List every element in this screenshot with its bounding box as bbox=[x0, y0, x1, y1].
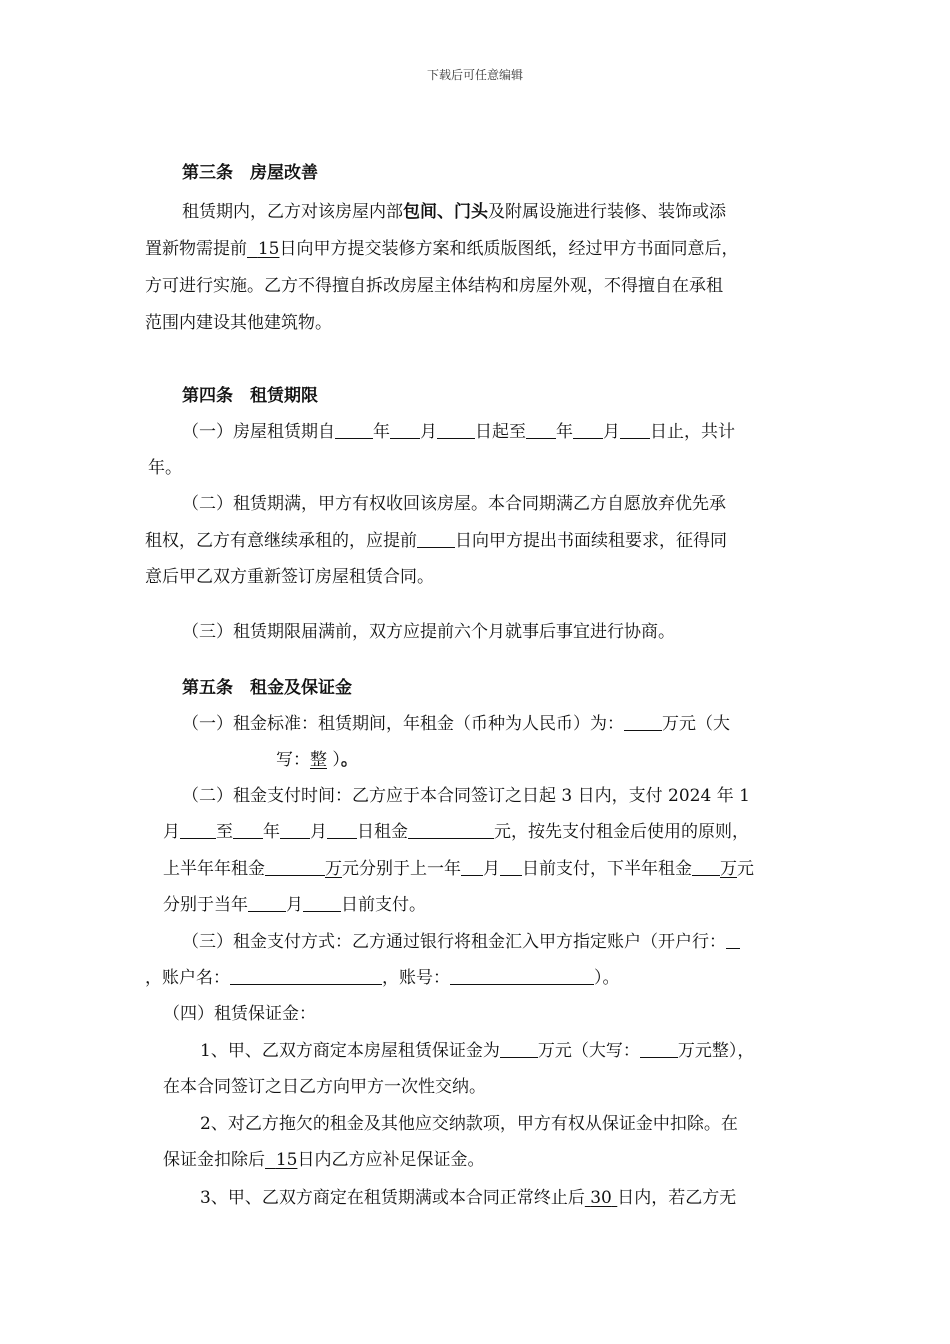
amount-in-words: 整 bbox=[310, 750, 327, 770]
text: ，账户名： bbox=[145, 968, 230, 988]
notice-days-value: 15 bbox=[257, 239, 280, 259]
article-4-p2-line-1: （二）租赁期满，甲方有权收回该房屋。本合同期满乙方自愿放弃优先承 bbox=[182, 494, 726, 514]
text: ）。 bbox=[594, 968, 620, 988]
text: 万元（大 bbox=[662, 714, 730, 734]
text: 。 bbox=[340, 750, 358, 770]
blank bbox=[726, 930, 740, 949]
text: 日租金 bbox=[357, 822, 408, 842]
text: 至 bbox=[216, 822, 233, 842]
blank bbox=[461, 857, 483, 876]
article-5-p2-line-4 bbox=[163, 893, 426, 917]
text: 年 bbox=[556, 422, 573, 442]
article-5-p1-line-2 bbox=[276, 748, 358, 772]
article-3-line-1 bbox=[182, 200, 726, 224]
text: 月 bbox=[286, 895, 303, 915]
text: （一）租金标准：租赁期间，年租金（币种为人民币）为： bbox=[182, 714, 624, 734]
blank bbox=[180, 820, 216, 839]
blank bbox=[230, 966, 382, 985]
article-3-line-4: 范围内建设其他建筑物。 bbox=[145, 313, 332, 333]
blank bbox=[620, 420, 650, 439]
text: 月 bbox=[603, 422, 620, 442]
article-5-p2-line-3 bbox=[163, 857, 754, 881]
article-5-p3-line-1 bbox=[182, 930, 740, 954]
text: 置新物需提前 bbox=[145, 239, 247, 259]
text: ，账号： bbox=[382, 968, 450, 988]
text: 万 bbox=[325, 859, 342, 879]
text: 万 bbox=[720, 859, 737, 879]
blank bbox=[450, 966, 594, 985]
text: 1、甲、乙双方商定本房屋租赁保证金为 bbox=[200, 1041, 500, 1061]
article-4-p3: （三）租赁期限届满前，双方应提前六个月就事后事宜进行协商。 bbox=[182, 622, 675, 642]
text: 日向甲方提交装修方案和纸质版图纸，经过甲方书面同意后， bbox=[279, 239, 739, 259]
blank bbox=[640, 1039, 678, 1058]
text: 保证金扣除后 bbox=[163, 1150, 265, 1170]
article-5-item-1-line-2: 在本合同签订之日乙方向甲方一次性交纳。 bbox=[163, 1077, 486, 1097]
text: 元 bbox=[737, 859, 754, 879]
article-5-p3-line-2 bbox=[145, 966, 620, 990]
blank bbox=[692, 857, 720, 876]
article-3-line-3: 方可进行实施。乙方不得擅自拆改房屋主体结构和房屋外观，不得擅自在承租 bbox=[145, 276, 723, 296]
blank bbox=[573, 420, 603, 439]
blank bbox=[624, 712, 662, 731]
blank bbox=[280, 820, 310, 839]
article-5-title: 第五条 租金及保证金 bbox=[182, 678, 352, 698]
text: 日止，共计 bbox=[650, 422, 735, 442]
text: 月 bbox=[483, 859, 500, 879]
refund-days-value: 30 bbox=[590, 1188, 612, 1208]
text: ） bbox=[332, 750, 341, 770]
article-4-p1-line-2: 年。 bbox=[148, 458, 182, 478]
blank bbox=[500, 857, 522, 876]
blank bbox=[437, 420, 475, 439]
text: 及附属设施进行装修、装饰或添 bbox=[488, 202, 726, 222]
text: 日前支付，下半年租金 bbox=[522, 859, 692, 879]
article-5-item-2-line-2 bbox=[163, 1148, 484, 1172]
blank bbox=[303, 893, 341, 912]
article-3-title: 第三条 房屋改善 bbox=[182, 163, 318, 183]
refund-days bbox=[585, 1188, 617, 1208]
page-header: 下载后可任意编辑 bbox=[426, 68, 523, 82]
text: 租赁期内，乙方对该房屋内部 bbox=[182, 202, 403, 222]
text: 年 bbox=[373, 422, 390, 442]
deposit-days bbox=[265, 1150, 297, 1170]
text: 日向甲方提出书面续租要求，征得同 bbox=[455, 531, 727, 551]
article-4-p1-line-1 bbox=[182, 420, 735, 444]
blank bbox=[248, 893, 286, 912]
text: 元，按先支付租金后使用的原则， bbox=[494, 822, 749, 842]
text: 月 bbox=[163, 822, 180, 842]
blank bbox=[408, 820, 494, 839]
text: 万元（大写： bbox=[537, 1041, 640, 1061]
blank bbox=[390, 420, 420, 439]
text: 日起至 bbox=[475, 422, 526, 442]
article-5-item-1-line-1 bbox=[200, 1039, 754, 1063]
blank bbox=[265, 857, 325, 876]
blank bbox=[335, 420, 373, 439]
article-5-p2-line-1: （二）租金支付时间：乙方应于本合同签订之日起 3 日内，支付 2024 年 1 bbox=[182, 786, 750, 806]
text: 月 bbox=[310, 822, 327, 842]
article-5-p4: （四）租赁保证金： bbox=[163, 1004, 316, 1024]
article-5-item-2-line-1: 2、对乙方拖欠的租金及其他应交纳款项，甲方有权从保证金中扣除。在 bbox=[200, 1114, 738, 1134]
text: 上半年年租金 bbox=[163, 859, 265, 879]
blank bbox=[233, 820, 263, 839]
text: 月 bbox=[420, 422, 437, 442]
text: （一）房屋租赁期自 bbox=[182, 422, 335, 442]
text: 租权，乙方有意继续承租的，应提前 bbox=[145, 531, 417, 551]
blank bbox=[417, 529, 455, 548]
article-3-line-2 bbox=[145, 237, 738, 261]
article-5-item-3-line-1 bbox=[200, 1186, 736, 1210]
article-4-title: 第四条 租赁期限 bbox=[182, 386, 318, 406]
text: 日内，若乙方无 bbox=[617, 1188, 737, 1208]
article-4-p2-line-2 bbox=[145, 529, 727, 553]
text: 万元整）， bbox=[677, 1041, 755, 1061]
deposit-days-value: 15 bbox=[275, 1150, 298, 1170]
text: 日前支付。 bbox=[341, 895, 426, 915]
text: 3、甲、乙双方商定在租赁期满或本合同正常终止后 bbox=[200, 1188, 585, 1208]
article-5-p2-line-2 bbox=[163, 820, 749, 844]
article-4-p2-line-3: 意后甲乙双方重新签订房屋租赁合同。 bbox=[145, 567, 434, 587]
text: 日内乙方应补足保证金。 bbox=[297, 1150, 485, 1170]
text: （三）租金支付方式：乙方通过银行将租金汇入甲方指定账户（开户行： bbox=[182, 932, 726, 952]
emphasis-text: 包间、门头 bbox=[403, 202, 488, 222]
article-5-p1-line-1 bbox=[182, 712, 730, 736]
text: 年 bbox=[263, 822, 280, 842]
blank bbox=[327, 820, 357, 839]
blank bbox=[526, 420, 556, 439]
notice-days bbox=[247, 239, 279, 259]
blank bbox=[500, 1039, 538, 1058]
text: 分别于当年 bbox=[163, 895, 248, 915]
text: 元分别于上一年 bbox=[342, 859, 461, 879]
text: 写： bbox=[276, 750, 310, 770]
